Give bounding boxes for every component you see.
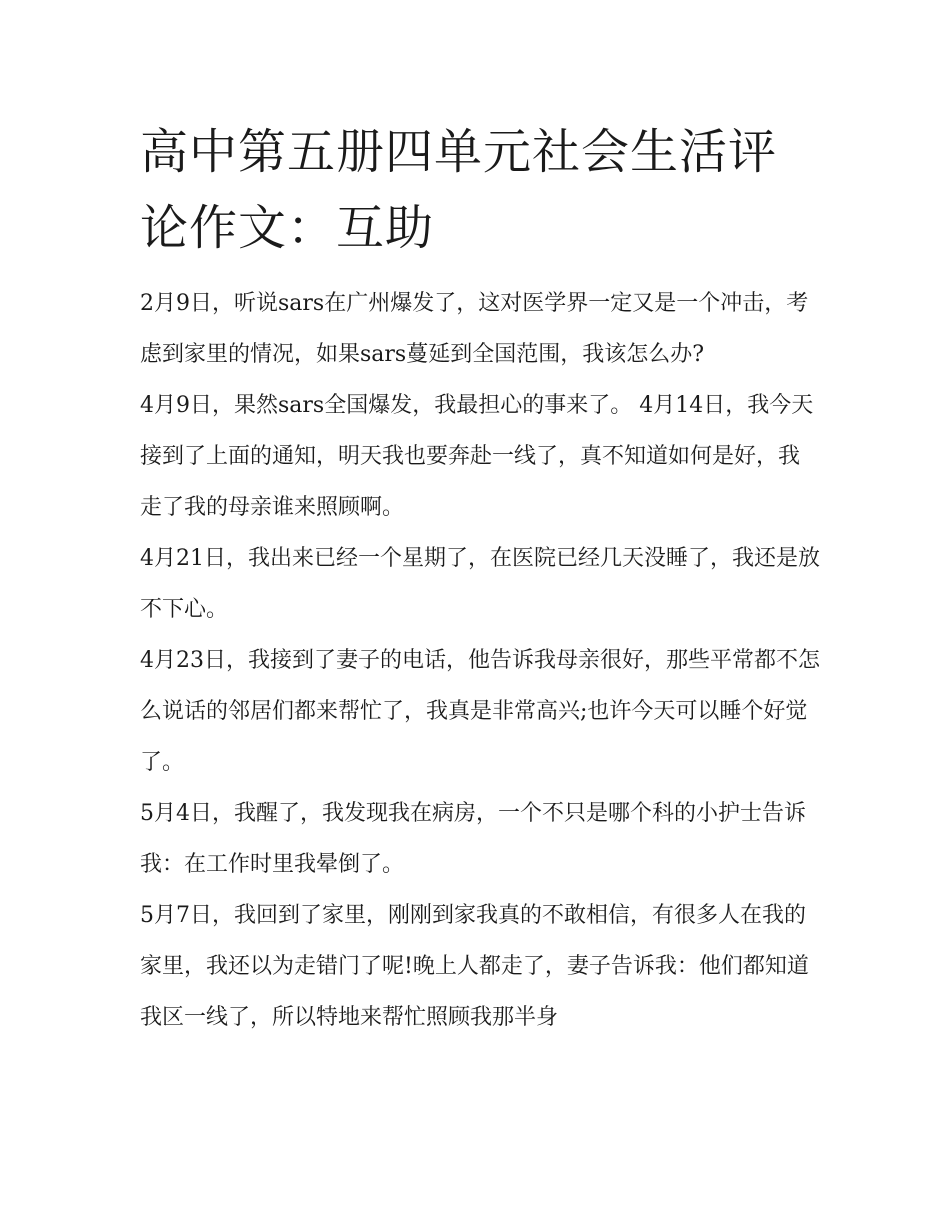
paragraph-3: 4月21日，我出来已经一个星期了，在医院已经几天没睡了，我还是放不下心。 (140, 546, 820, 622)
paragraph-5: 5月4日，我醒了，我发现我在病房，一个不只是哪个科的小护士告诉我：在工作时里我晕倒了。 (140, 801, 806, 877)
paragraph-4: 4月23日，我接到了妻子的电话，他告诉我母亲很好，那些平常都不怎么说话的邻居们都来帮忙了，我真是非常高兴;也许今天可以睡个好觉了。 (140, 648, 820, 775)
document-title: 高中第五册四单元社会生活评论作文：互助 (140, 124, 778, 256)
paragraph-6: 5月7日，我回到了家里，刚刚到家我真的不敢相信，有很多人在我的家里，我还以为走错门了呢!晚上人都走了，妻子告诉我：他们都知道我区一线了，所以特地来帮忙照顾我那半身 (140, 903, 809, 1030)
document-body (140, 278, 820, 1043)
paragraph-1: 2月9日，听说sars在广州爆发了，这对医学界一定又是一个冲击，考虑到家里的情况，如果sars蔓延到全国范围，我该怎么办? (140, 291, 809, 367)
paragraph-2: 4月9日，果然sars全国爆发，我最担心的事来了。 4月14日，我今天接到了上面的通知，明天我也要奔赴一线了，真不知道如何是好，我走了我的母亲谁来照顾啊。 (140, 393, 814, 520)
